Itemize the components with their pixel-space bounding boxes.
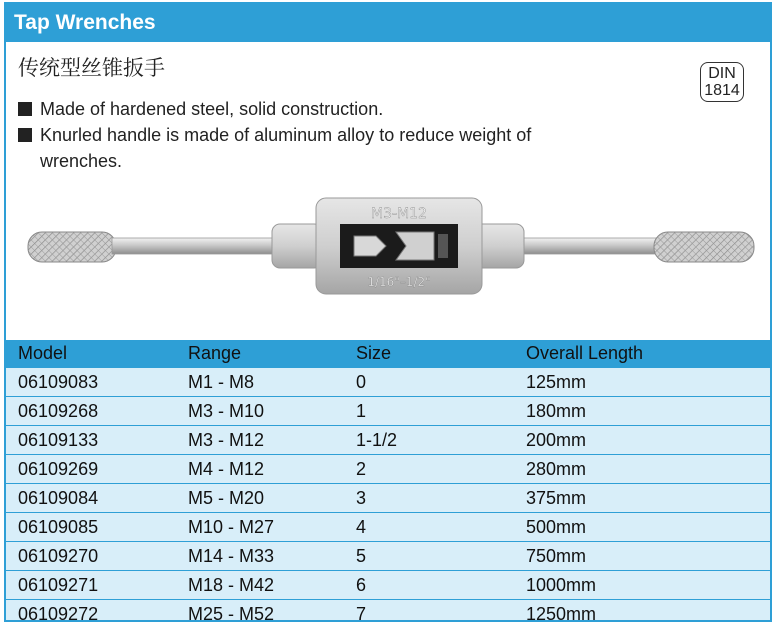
cell-model: 06109268 <box>6 397 176 426</box>
table-row <box>6 484 770 513</box>
spec-table <box>6 340 770 622</box>
table-row <box>6 426 770 455</box>
cell-size: 4 <box>344 513 514 542</box>
table-row <box>6 600 770 623</box>
left-shaft <box>112 238 287 254</box>
cell-model: 06109270 <box>6 542 176 571</box>
cell-length: 750mm <box>514 542 770 571</box>
cell-size: 1-1/2 <box>344 426 514 455</box>
right-knurled-grip <box>654 232 754 262</box>
column-header-size: Size <box>344 340 514 368</box>
din-badge-line2: 1814 <box>704 82 740 99</box>
table-row <box>6 397 770 426</box>
cell-length: 375mm <box>514 484 770 513</box>
feature-item <box>18 96 540 122</box>
din-standard-badge <box>700 62 744 102</box>
cell-range: M10 - M27 <box>176 513 344 542</box>
cell-range: M18 - M42 <box>176 571 344 600</box>
cell-size: 0 <box>344 368 514 397</box>
cell-model: 06109272 <box>6 600 176 623</box>
cell-model: 06109083 <box>6 368 176 397</box>
column-header-overall-length: Overall Length <box>514 340 770 368</box>
cell-length: 280mm <box>514 455 770 484</box>
product-card <box>4 2 772 622</box>
cell-range: M25 - M52 <box>176 600 344 623</box>
cell-length: 500mm <box>514 513 770 542</box>
inch-marking: 1/16"–1/2" <box>367 275 431 289</box>
cell-size: 1 <box>344 397 514 426</box>
cell-size: 3 <box>344 484 514 513</box>
feature-text: Made of hardened steel, solid construction. <box>40 99 384 119</box>
bullet-square-icon <box>18 128 32 142</box>
feature-text: Knurled handle is made of aluminum alloy to reduce weight of wrenches. <box>40 125 532 171</box>
cell-size: 5 <box>344 542 514 571</box>
table-row <box>6 368 770 397</box>
tap-wrench-image <box>24 190 764 300</box>
cell-length: 1000mm <box>514 571 770 600</box>
cell-model: 06109269 <box>6 455 176 484</box>
cell-range: M14 - M33 <box>176 542 344 571</box>
din-badge-line1: DIN <box>708 65 736 82</box>
cell-model: 06109133 <box>6 426 176 455</box>
cell-length: 180mm <box>514 397 770 426</box>
table-row <box>6 455 770 484</box>
table-header-row <box>6 340 770 368</box>
bullet-square-icon <box>18 102 32 116</box>
cell-length: 125mm <box>514 368 770 397</box>
cell-range: M3 - M12 <box>176 426 344 455</box>
cell-length: 200mm <box>514 426 770 455</box>
left-knurled-grip <box>28 232 116 262</box>
column-header-model: Model <box>6 340 176 368</box>
cell-range: M4 - M12 <box>176 455 344 484</box>
cell-length: 1250mm <box>514 600 770 623</box>
cell-range: M3 - M10 <box>176 397 344 426</box>
range-marking: M3-M12 <box>371 206 427 222</box>
feature-item <box>18 122 540 174</box>
column-header-range: Range <box>176 340 344 368</box>
chinese-subtitle: 传统型丝锥扳手 <box>18 56 165 80</box>
cell-size: 2 <box>344 455 514 484</box>
cell-size: 7 <box>344 600 514 623</box>
cell-size: 6 <box>344 571 514 600</box>
table-row <box>6 513 770 542</box>
table-row <box>6 542 770 571</box>
cell-range: M5 - M20 <box>176 484 344 513</box>
feature-list <box>18 96 540 174</box>
table-row <box>6 571 770 600</box>
cell-range: M1 - M8 <box>176 368 344 397</box>
cell-model: 06109271 <box>6 571 176 600</box>
cell-model: 06109084 <box>6 484 176 513</box>
cell-model: 06109085 <box>6 513 176 542</box>
page-title: Tap Wrenches <box>6 4 770 42</box>
